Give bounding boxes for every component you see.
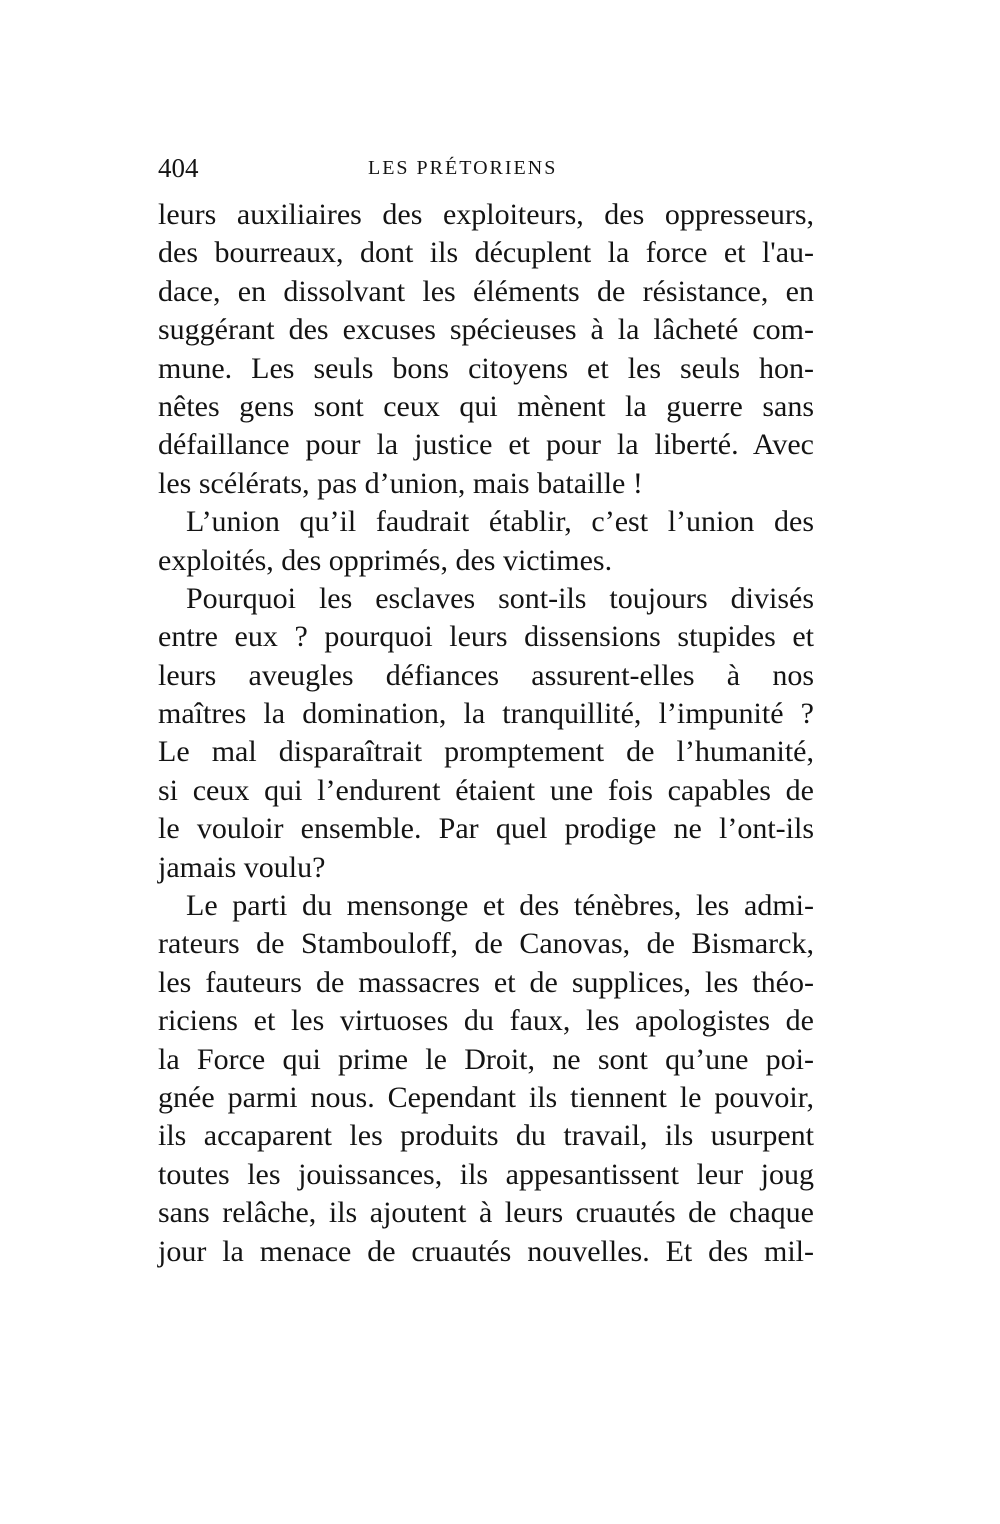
page-header xyxy=(158,150,814,190)
text-line: exploités, des opprimés, des victimes. xyxy=(158,543,613,577)
text-line: rateurs de Stambouloff, de Canovas, de Bismarck, xyxy=(158,927,814,961)
text-line: les fauteurs de massacres et de supplices, les théo- xyxy=(158,965,814,999)
text-line: jour la menace de cruautés nouvelles. Et des mil- xyxy=(158,1234,814,1268)
running-title: LES PRÉTORIENS xyxy=(368,157,558,179)
text-line: riciens et les virtuoses du faux, les apologistes de xyxy=(158,1004,814,1038)
body-text xyxy=(158,196,814,1271)
text-line: entre eux ? pourquoi leurs dissensions stupides et xyxy=(158,620,814,654)
text-line: leurs auxiliaires des exploiteurs, des oppresseurs, xyxy=(158,198,814,231)
text-line: Le mal disparaîtrait promptement de l’humanité, xyxy=(158,735,814,769)
text-line: jamais voulu? xyxy=(158,850,326,884)
text-line: suggérant des excuses spécieuses à la lâcheté com- xyxy=(158,313,814,347)
text-line: sans relâche, ils ajoutent à leurs cruautés de chaque xyxy=(158,1196,814,1230)
text-line: mune. Les seuls bons citoyens et les seuls hon- xyxy=(158,351,814,385)
text-line: Pourquoi les esclaves sont-ils toujours divisés xyxy=(186,581,814,615)
text-line: les scélérats, pas d’union, mais bataille ! xyxy=(158,466,643,500)
page-number: 404 xyxy=(158,153,199,183)
text-line: dace, en dissolvant les éléments de résistance, en xyxy=(158,274,814,308)
text-line: gnée parmi nous. Cependant ils tiennent le pouvoir, xyxy=(158,1080,814,1114)
text-line: toutes les jouissances, ils appesantissent leur joug xyxy=(158,1157,814,1191)
text-line: défaillance pour la justice et pour la liberté. Avec xyxy=(158,428,814,462)
text-line: nêtes gens sont ceux qui mènent la guerre sans xyxy=(158,389,814,423)
text-line: Le parti du mensonge et des ténèbres, les admi- xyxy=(186,889,814,923)
text-line: maîtres la domination, la tranquillité, l’impunité ? xyxy=(158,697,814,731)
text-line: L’union qu’il faudrait établir, c’est l’union des xyxy=(186,505,814,539)
text-line: le vouloir ensemble. Par quel prodige ne l’ont-ils xyxy=(158,812,814,846)
text-line: leurs aveugles défiances assurent-elles à nos xyxy=(158,658,814,692)
text-line: la Force qui prime le Droit, ne sont qu’une poi- xyxy=(158,1042,814,1076)
text-line: si ceux qui l’endurent étaient une fois capables de xyxy=(158,773,814,807)
text-line: ils accaparent les produits du travail, ils usurpent xyxy=(158,1119,814,1153)
text-line: des bourreaux, dont ils décuplent la force et l'au- xyxy=(158,236,814,270)
